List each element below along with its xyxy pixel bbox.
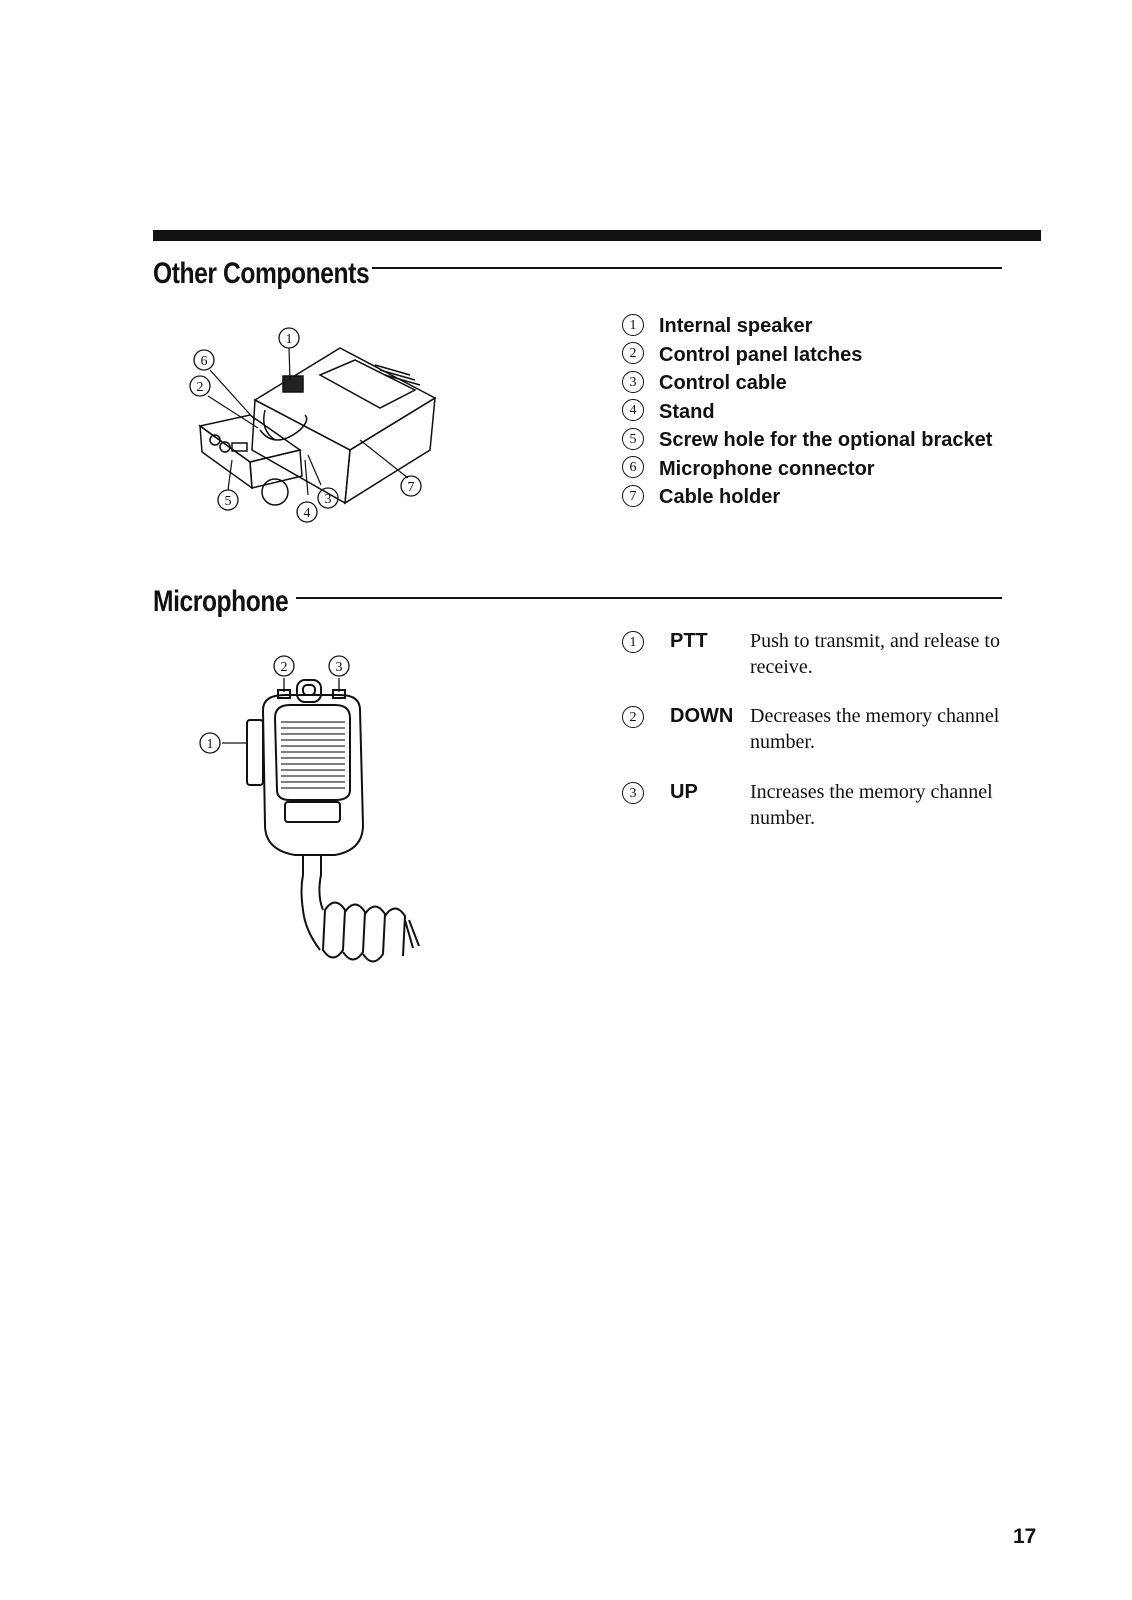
key-label: PTT — [670, 630, 708, 652]
callout-5 — [218, 490, 238, 510]
list-item — [622, 426, 992, 455]
title-rule-microphone — [296, 597, 1002, 599]
list-item — [622, 455, 992, 484]
section-title-microphone: Microphone — [153, 585, 289, 618]
callout-1 — [279, 328, 299, 348]
item-label: Control panel latches — [659, 343, 863, 366]
number-badge: 7 — [622, 485, 644, 507]
svg-text:7: 7 — [407, 480, 415, 495]
callout-7 — [401, 476, 421, 496]
item-label: Microphone connector — [659, 457, 875, 480]
svg-text:4: 4 — [303, 506, 311, 521]
item-label: Screw hole for the optional bracket — [659, 429, 993, 451]
callout-2 — [274, 656, 294, 676]
svg-text:6: 6 — [200, 354, 208, 369]
number-badge: 6 — [622, 456, 644, 478]
svg-text:2: 2 — [280, 660, 288, 675]
svg-text:5: 5 — [224, 494, 232, 509]
number-badge: 5 — [622, 428, 644, 450]
key-description: Push to transmit, and release to receive. — [750, 630, 1000, 678]
item-label: Stand — [659, 400, 715, 423]
key-label: DOWN — [670, 705, 734, 727]
page-number: 17 — [1013, 1525, 1037, 1548]
number-badge: 3 — [622, 782, 644, 804]
item-label: Cable holder — [659, 486, 781, 508]
top-rule — [153, 230, 1041, 241]
number-badge: 1 — [622, 631, 644, 653]
other-components-list — [622, 312, 992, 512]
section-title-other-components: Other Components — [153, 257, 370, 290]
number-badge: 2 — [622, 706, 644, 728]
item-label: Internal speaker — [659, 315, 813, 337]
microphone-figure — [185, 650, 435, 975]
number-badge: 3 — [622, 371, 644, 393]
number-badge: 1 — [622, 314, 644, 336]
key-description: Increases the memory channel number. — [750, 781, 993, 829]
list-item — [622, 398, 992, 427]
callout-4 — [297, 502, 317, 522]
key-label: UP — [670, 781, 698, 803]
callout-1 — [200, 733, 220, 753]
svg-text:1: 1 — [285, 332, 293, 347]
number-badge: 2 — [622, 342, 644, 364]
svg-text:3: 3 — [335, 660, 343, 675]
list-item — [622, 369, 992, 398]
list-item — [622, 341, 992, 370]
key-description: Decreases the memory channel number. — [750, 705, 1000, 753]
callout-3 — [329, 656, 349, 676]
callout-6 — [194, 350, 214, 370]
radio-unit-figure — [180, 320, 450, 530]
svg-text:2: 2 — [196, 380, 204, 395]
callout-2 — [190, 376, 210, 396]
svg-text:3: 3 — [324, 492, 332, 507]
number-badge: 4 — [622, 399, 644, 421]
list-item — [622, 312, 992, 341]
list-item — [622, 483, 992, 512]
item-label: Control cable — [659, 372, 787, 394]
title-rule-other-components — [372, 267, 1002, 269]
svg-text:1: 1 — [206, 737, 214, 752]
